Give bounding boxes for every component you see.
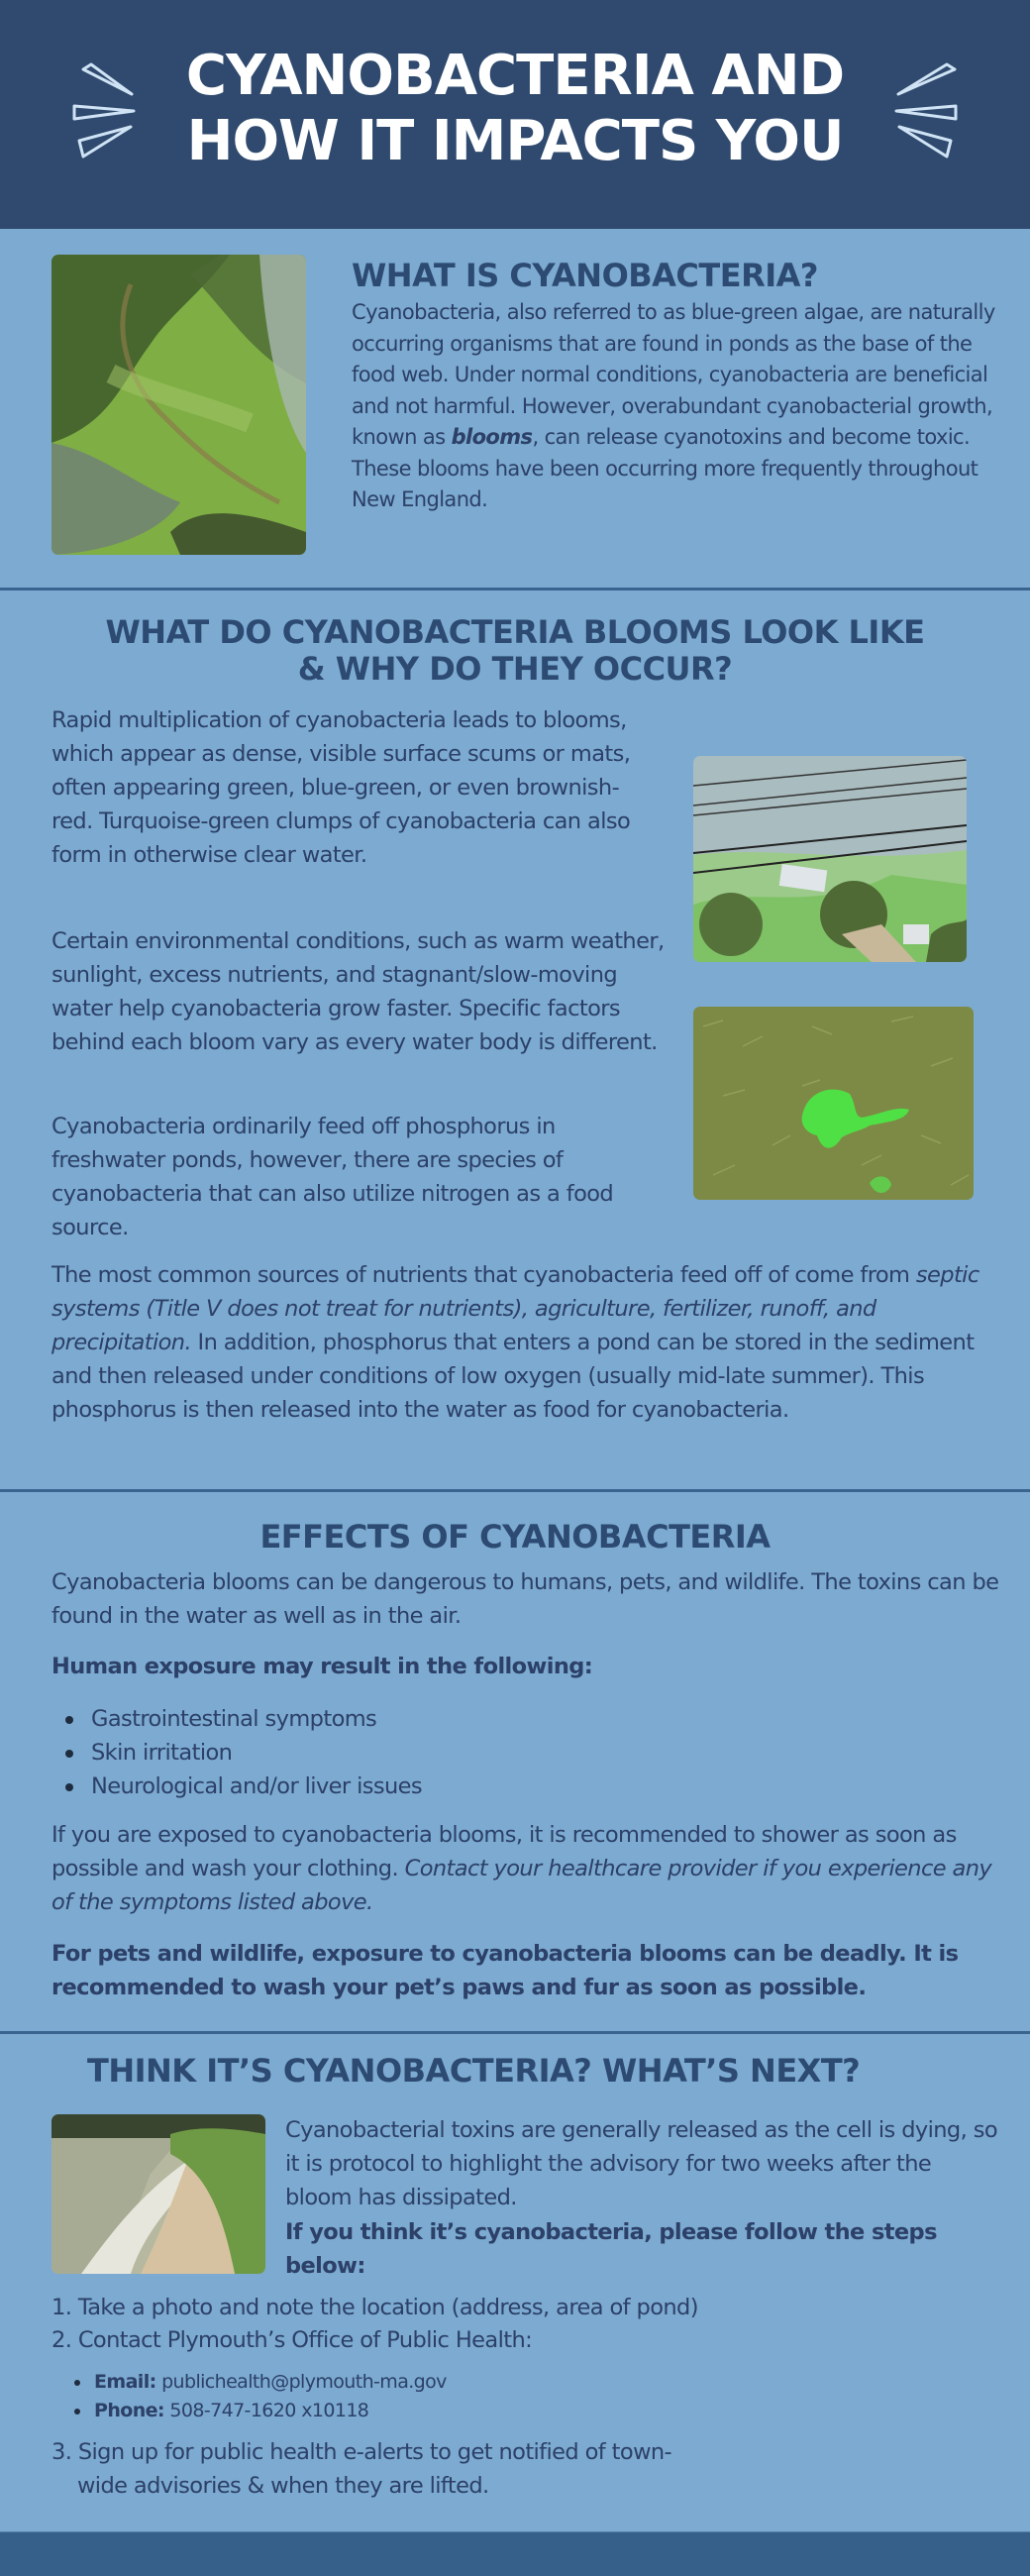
step-3: 3. Sign up for public health e-alerts to get notified of town- wide advisories & when they are lifted. — [52, 2439, 672, 2499]
symptom-item: Neurological and/or liver issues — [52, 1770, 844, 1803]
page-title — [0, 44, 1030, 174]
title-line-1: CYANOBACTERIA AND — [185, 44, 845, 108]
symptom-item: Skin irritation — [52, 1736, 844, 1770]
effects-heading: EFFECTS OF CYANOBACTERIA — [259, 1518, 771, 1556]
what-is-heading: WHAT IS CYANOBACTERIA? — [352, 257, 818, 294]
step-2: 2. Contact Plymouth’s Office of Public Health: — [52, 2327, 533, 2353]
blooms-para-4: The most common sources of nutrients that cyanobacteria feed off of come from septic systems (Title V does not treat for nutrients), agriculture, fertilizer, runoff, and precipitation. In addition, phosphorus that enters a pond can be stored in the sediment and then released under conditions of low oxygen (usually mid-late summer). This phosphorus is then released into the water as food for cyanobacteria. — [52, 1262, 979, 1423]
section-divider — [0, 588, 1030, 590]
whats-next-heading: THINK IT’S CYANOBACTERIA? WHAT’S NEXT? — [87, 2052, 861, 2090]
pets-warning: For pets and wildlife, exposure to cyanobacteria blooms can be deadly. It is recommended to wash your pet’s paws and fur as soon as possible. — [52, 1941, 959, 2000]
blooms-para-1: Rapid multiplication of cyanobacteria leads to blooms, which appear as dense, visible surface scums or mats, often appearing green, blue-green, or even brownish-red. Turquoise-green clumps of cyanobacteria can also form in otherwise clear water. — [52, 707, 631, 868]
pond-bloom-dock-photo — [693, 756, 967, 962]
section-divider — [0, 1489, 1030, 1492]
blooms-heading: WHAT DO CYANOBACTERIA BLOOMS LOOK LIKE & WHY DO THEY OCCUR? — [105, 613, 925, 688]
steps-lead: If you think it’s cyanobacteria, please follow the steps below: — [285, 2219, 937, 2279]
what-is-text: Cyanobacteria, also referred to as blue-green algae, are naturally occurring organisms that are found in ponds as the base of the food web. Under normal conditions, cyanobacteria are beneficial and not harmful. However, overabundant cyanobacterial growth, known as blooms, can release cyanotoxins and become toxic. These blooms have been occurring more frequently throughout New England. — [352, 300, 995, 511]
green-algae-pond-photo — [52, 255, 306, 555]
email-link[interactable]: publichealth@plymouth-ma.gov — [161, 2371, 447, 2393]
contact-list — [69, 2368, 763, 2425]
blooms-emphasis: blooms — [451, 425, 533, 449]
advisory-intro: Cyanobacterial toxins are generally released as the cell is dying, so it is protocol to highlight the advisory for two weeks after the bloom has dissipated. — [285, 2117, 998, 2210]
human-exposure-subheading: Human exposure may result in the following: — [52, 1654, 593, 1679]
step-1: 1. Take a photo and note the location (address, area of pond) — [52, 2295, 698, 2320]
page-footer — [0, 2531, 1030, 2576]
page-header — [0, 0, 1030, 229]
shoreline-scum-photo — [52, 2114, 265, 2274]
blooms-para-2: Certain environmental conditions, such as warm weather, sunlight, excess nutrients, and stagnant/slow-moving water help cyanobacteria grow faster. Specific factors behind each bloom vary as every water body is different. — [52, 928, 665, 1055]
symptoms-list — [52, 1702, 844, 1803]
blooms-para-3: Cyanobacteria ordinarily feed off phosphorus in freshwater ponds, however, there are species of cyanobacteria that can also utilize nitrogen as a food source. — [52, 1114, 614, 1240]
algae-clump-photo — [693, 1007, 974, 1200]
section-divider — [0, 2031, 1030, 2034]
symptom-item: Gastrointestinal symptoms — [52, 1702, 844, 1736]
contact-phone: Phone: 508-747-1620 x10118 — [69, 2397, 763, 2425]
effects-intro: Cyanobacteria blooms can be dangerous to humans, pets, and wildlife. The toxins can be found in the water as well as in the air. — [52, 1569, 999, 1629]
phone-number[interactable]: 508-747-1620 x10118 — [169, 2400, 369, 2421]
contact-email: Email: publichealth@plymouth-ma.gov — [69, 2368, 763, 2397]
title-line-2: HOW IT IMPACTS YOU — [186, 109, 844, 173]
exposure-advice: If you are exposed to cyanobacteria blooms, it is recommended to shower as soon as possible and wash your clothing. Contact your healthcare provider if you experience any of the symptoms listed above. — [52, 1822, 992, 1915]
